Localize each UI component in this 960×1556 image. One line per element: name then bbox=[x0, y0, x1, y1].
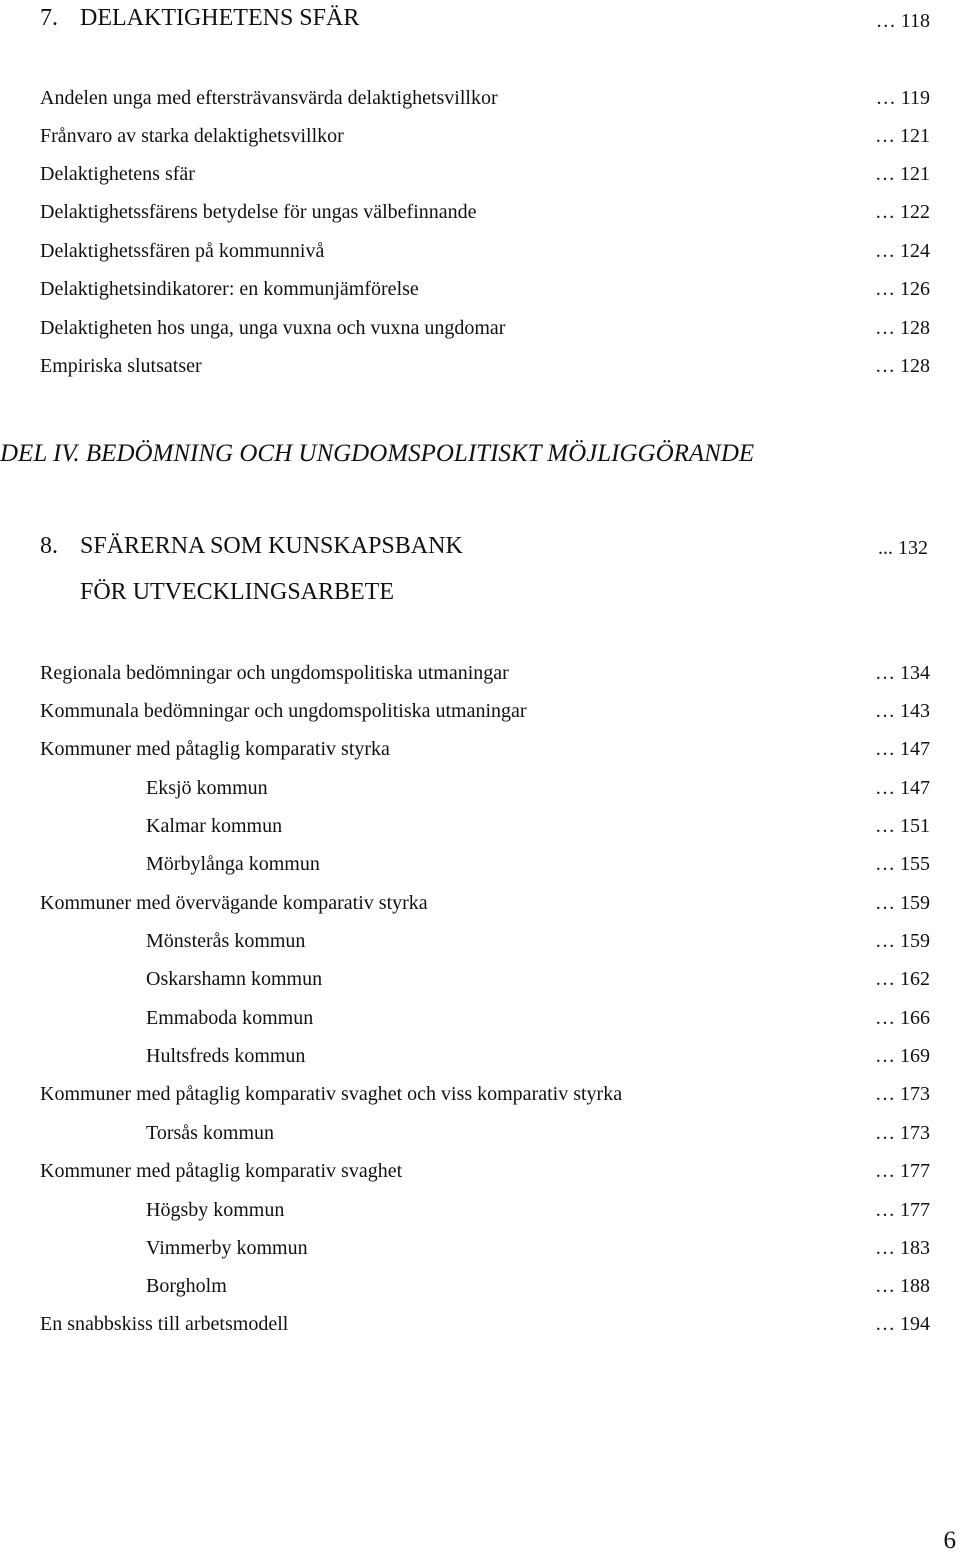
toc-entry-label: Emmaboda kommun bbox=[146, 1007, 314, 1029]
toc-entry bbox=[40, 275, 930, 303]
toc-entry-label: Kommuner med påtaglig komparativ styrka bbox=[40, 738, 390, 760]
toc-entry bbox=[40, 237, 930, 265]
toc-entry-label: Torsås kommun bbox=[146, 1122, 275, 1144]
toc-entry-label: En snabbskiss till arbetsmodell bbox=[40, 1313, 289, 1335]
toc-entry-page: … 159 bbox=[875, 892, 930, 914]
toc-entry-label: Borgholm bbox=[146, 1275, 227, 1297]
toc-subentry bbox=[40, 1119, 930, 1147]
toc-entry bbox=[40, 160, 930, 188]
toc-entry bbox=[40, 1157, 930, 1185]
page-number: 6 bbox=[943, 1527, 956, 1554]
chapter-page: … 118 bbox=[875, 10, 930, 32]
toc-entry bbox=[40, 84, 930, 112]
toc-entry-label: Regionala bedömningar och ungdomspolitiska utmaningar bbox=[40, 662, 509, 684]
toc-entry-page: … 194 bbox=[875, 1313, 930, 1335]
toc-entry-label: Empiriska slutsatser bbox=[40, 355, 202, 377]
toc-subentry bbox=[40, 927, 930, 955]
toc-entry-page: … 128 bbox=[875, 317, 930, 339]
toc-entry-page: … 188 bbox=[875, 1275, 930, 1297]
toc-entry-page: … 143 bbox=[875, 700, 930, 722]
part-heading: DEL IV. BEDÖMNING OCH UNGDOMSPOLITISKT MÖJLIGGÖRANDE bbox=[0, 440, 755, 467]
toc-entry-label: Delaktigheten hos unga, unga vuxna och vuxna ungdomar bbox=[40, 317, 506, 339]
toc-entry-page: … 147 bbox=[875, 777, 930, 799]
toc-entry-page: … 166 bbox=[875, 1007, 930, 1029]
toc-entry-label: Mönsterås kommun bbox=[146, 930, 306, 952]
toc-entry-page: … 128 bbox=[875, 355, 930, 377]
toc-entry-page: … 177 bbox=[875, 1199, 930, 1221]
toc-entry-page: … 183 bbox=[875, 1237, 930, 1259]
toc-entry-label: Kommuner med påtaglig komparativ svaghet och viss komparativ styrka bbox=[40, 1083, 623, 1105]
toc-entry-page: … 162 bbox=[875, 968, 930, 990]
toc-entry-page: … 169 bbox=[875, 1045, 930, 1067]
toc-entry-label: Kalmar kommun bbox=[146, 815, 283, 837]
toc-entry-page: … 151 bbox=[875, 815, 930, 837]
toc-entry bbox=[40, 352, 930, 380]
toc-entry-label: Andelen unga med eftersträvansvärda delaktighetsvillkor bbox=[40, 87, 498, 109]
toc-subentry bbox=[40, 1196, 930, 1224]
toc-subentry bbox=[40, 1234, 930, 1262]
toc-entry bbox=[40, 735, 930, 763]
toc-entry-label: Kommunala bedömningar och ungdomspolitiska utmaningar bbox=[40, 700, 527, 722]
toc-subentry bbox=[40, 1042, 930, 1070]
toc-entry-page: … 124 bbox=[875, 240, 930, 262]
toc-subentry bbox=[40, 965, 930, 993]
toc-entry-page: … 121 bbox=[875, 125, 930, 147]
toc-entry-label: Hultsfreds kommun bbox=[146, 1045, 306, 1067]
toc-entry-label: Högsby kommun bbox=[146, 1199, 285, 1221]
toc-entry-page: … 173 bbox=[875, 1083, 930, 1105]
toc-entry-page: … 121 bbox=[875, 163, 930, 185]
toc-entry-label: Vimmerby kommun bbox=[146, 1237, 308, 1259]
chapter-number: 8. bbox=[40, 533, 58, 559]
toc-entry bbox=[40, 889, 930, 917]
toc-subentry bbox=[40, 774, 930, 802]
toc-entry bbox=[40, 659, 930, 687]
chapter-page: ... 132 bbox=[878, 537, 928, 559]
toc-entry-page: … 177 bbox=[875, 1160, 930, 1182]
toc-entry-page: … 122 bbox=[875, 201, 930, 223]
chapter-title: DELAKTIGHETENS SFÄR bbox=[80, 5, 360, 31]
toc-subentry bbox=[40, 1272, 930, 1300]
toc-entry-label: Mörbylånga kommun bbox=[146, 853, 320, 875]
chapter-title-continued: FÖR UTVECKLINGSARBETE bbox=[80, 579, 395, 605]
toc-entry-page: … 155 bbox=[875, 853, 930, 875]
toc-entry-page: … 126 bbox=[875, 278, 930, 300]
toc-entry bbox=[40, 122, 930, 150]
toc-entry-page: … 173 bbox=[875, 1122, 930, 1144]
toc-entry-label: Delaktighetssfärens betydelse för ungas välbefinnande bbox=[40, 201, 477, 223]
toc-entry-label: Kommuner med övervägande komparativ styrka bbox=[40, 892, 428, 914]
toc-entry-page: … 134 bbox=[875, 662, 930, 684]
toc-entry-label: Delaktighetens sfär bbox=[40, 163, 195, 185]
toc-entry-label: Kommuner med påtaglig komparativ svaghet bbox=[40, 1160, 403, 1182]
toc-entry-page: … 119 bbox=[875, 87, 930, 109]
toc-entry bbox=[40, 1080, 930, 1108]
toc-subentry bbox=[40, 812, 930, 840]
chapter-number: 7. bbox=[40, 5, 58, 31]
toc-entry-label: Eksjö kommun bbox=[146, 777, 268, 799]
toc-entry-label: Oskarshamn kommun bbox=[146, 968, 323, 990]
toc-entry bbox=[40, 1310, 930, 1338]
toc-subentry bbox=[40, 850, 930, 878]
toc-entry bbox=[40, 697, 930, 725]
toc-entry-page: … 159 bbox=[875, 930, 930, 952]
toc-entry bbox=[40, 314, 930, 342]
toc-entry-page: … 147 bbox=[875, 738, 930, 760]
toc-entry-label: Delaktighetssfären på kommunnivå bbox=[40, 240, 325, 262]
chapter-title: SFÄRERNA SOM KUNSKAPSBANK bbox=[80, 533, 463, 559]
toc-subentry bbox=[40, 1004, 930, 1032]
toc-entry bbox=[40, 198, 930, 226]
toc-entry-label: Frånvaro av starka delaktighetsvillkor bbox=[40, 125, 344, 147]
toc-entry-label: Delaktighetsindikatorer: en kommunjämförelse bbox=[40, 278, 419, 300]
